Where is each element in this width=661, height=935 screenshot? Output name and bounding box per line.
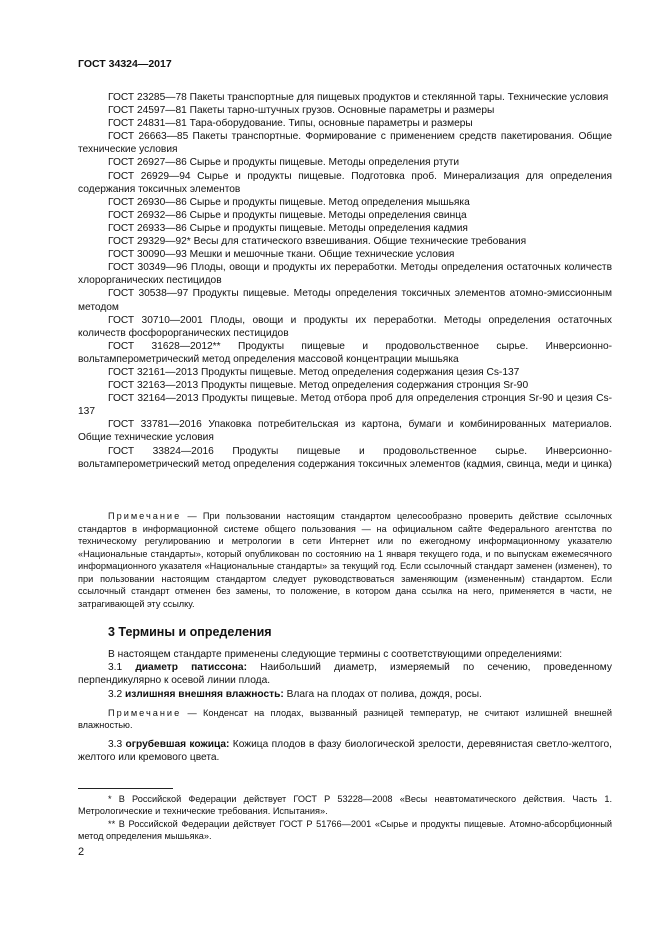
reference-item: ГОСТ 31628—2012** Продукты пищевые и продовольственное сырье. Инверсионно-вольтамперометрический метод определения массовой концентрации мышьяка: [78, 340, 612, 365]
footnotes: [78, 793, 612, 842]
reference-item: ГОСТ 32164—2013 Продукты пищевые. Метод отбора проб для определения стронция Sr-90 и цезия Cs-137: [78, 393, 612, 418]
reference-item: ГОСТ 26932—86 Сырье и продукты пищевые. Методы определения свинца: [108, 209, 467, 221]
term-definition: Наибольший диаметр, измеряемый по сечению, проведенному перпендикулярно к осевой линии плода.: [78, 662, 612, 687]
reference-item: ГОСТ 24831—81 Тара-оборудование. Типы, основные параметры и размеры: [108, 118, 473, 130]
page-number: 2: [78, 846, 85, 858]
section-title: 3 Термины и определения: [108, 625, 272, 639]
term-definition: Влага на плодах от полива, дождя, росы.: [286, 688, 482, 700]
reference-item: ГОСТ 26929—94 Сырье и продукты пищевые. Подготовка проб. Минерализация для определения содержания токсичных элементов: [78, 170, 612, 195]
term-name: огрубевшая кожица:: [125, 738, 230, 750]
reference-item: ГОСТ 24597—81 Пакеты тарно-штучных грузов. Основные параметры и размеры: [108, 105, 495, 117]
reference-item: ГОСТ 26930—86 Сырье и продукты пищевые. Метод определения мышьяка: [108, 196, 470, 208]
reference-item: ГОСТ 29329—92* Весы для статического взвешивания. Общие технические требования: [108, 236, 527, 248]
note-label: Примечание: [108, 511, 182, 521]
reference-item: ГОСТ 32163—2013 Продукты пищевые. Метод определения содержания стронция Sr-90: [108, 380, 529, 392]
reference-item: ГОСТ 26933—86 Сырье и продукты пищевые. Методы определения кадмия: [108, 222, 468, 234]
references-note: Примечание — При пользовании настоящим стандартом целесообразно проверить действие ссылочных стандартов в информационной системе общего пользования — на официальном сайте Федерального агентства по техническому регулированию и метрологии в сети Интернет или по ежегодному информационному указателю «Национальные стандарты», который опубликован по состоянию на 1 января текущего года, и по выпускам ежемесячного информационного указателя «Национальные стандарты» за текущий год. Если ссылочный стандарт заменен (изменен), то при пользовании настоящим стандартом следует руководствоваться заменяющим (измененным) стандартом. Если ссылочный стандарт отменен без замены, то положение, в котором дана ссылка на него, применяется в части, не затрагивающей эту ссылку.: [78, 511, 612, 609]
reference-item: ГОСТ 33781—2016 Упаковка потребительская из картона, бумаги и комбинированных материалов. Общие технические условия: [78, 419, 612, 444]
term-3-3: 3.3 огрубевшая кожица: Кожица плодов в фазу биологической зрелости, деревянистая светло-желтого, желтого или кремового цвета.: [78, 738, 612, 764]
footnote: * В Российской Федерации действует ГОСТ Р 53228—2008 «Весы неавтоматического действия. Часть 1. Метрологические и технические требования. Испытания».: [78, 794, 612, 817]
document-header: ГОСТ 34324—2017: [78, 58, 172, 70]
footnote: ** В Российской Федерации действует ГОСТ Р 51766—2001 «Сырье и продукты пищевые. Атомно-абсорбционный метод определения мышьяка».: [78, 818, 612, 841]
reference-item: ГОСТ 30710—2001 Плоды, овощи и продукты их переработки. Методы определения остаточных количеств фосфорорганических пестицидов: [78, 314, 612, 339]
term-definition: Кожица плодов в фазу биологической зрелости, деревянистая светло-желтого, желтого или кремового цвета.: [78, 738, 612, 764]
term-name: излишняя внешняя влажность:: [125, 688, 284, 700]
footnote-separator: [78, 788, 173, 789]
reference-item: ГОСТ 30349—96 Плоды, овощи и продукты их переработки. Методы определения остаточных количеств хлорорганических пестицидов: [78, 262, 612, 287]
reference-item: ГОСТ 23285—78 Пакеты транспортные для пищевых продуктов и стеклянной тары. Технические условия: [108, 92, 609, 103]
note-text: Конденсат на плодах, вызванный разницей температур, не считают излишней внешней влажностью.: [78, 707, 612, 731]
term-note: Примечание — Конденсат на плодах, вызванный разницей температур, не считают излишней внешней влажностью.: [78, 707, 612, 731]
reference-item: ГОСТ 30090—93 Мешки и мешочные ткани. Общие технические условия: [108, 249, 455, 261]
reference-item: ГОСТ 30538—97 Продукты пищевые. Методы определения токсичных элементов атомно-эмиссионным методом: [78, 288, 612, 313]
section-intro: В настоящем стандарте применены следующие термины с соответствующими определениями:: [108, 649, 563, 660]
term-3-1: 3.1 диаметр патиссона: Наибольший диаметр, измеряемый по сечению, проведенному перпендикулярно к осевой линии плода.: [78, 662, 612, 687]
note-label: Примечание: [108, 707, 182, 718]
normative-references-list: [78, 91, 612, 471]
term-3-2: 3.2 излишняя внешняя влажность: Влага на плодах от полива, дождя, росы.: [108, 688, 482, 700]
reference-item: ГОСТ 26663—85 Пакеты транспортные. Формирование с применением средств пакетирования. Общие технические условия: [78, 131, 612, 156]
reference-item: ГОСТ 33824—2016 Продукты пищевые и продовольственное сырье. Инверсионно-вольтамперометрический метод определения содержания токсичных элементов (кадмия, свинца, меди и цинка): [78, 445, 612, 470]
note-text: При пользовании настоящим стандартом целесообразно проверить действие ссылочных стандартов в информационной системе общего пользования — на официальном сайте Федерального агентства по техническому регулированию и метрологии в сети Интернет или по ежегодному информационному указателю «Национальные стандарты», который опубликован по состоянию на 1 января текущего года, и по выпускам ежемесячного информационного указателя «Национальные стандарты» за текущий год. Если ссылочный стандарт заменен (изменен), то при пользовании настоящим стандартом следует руководствоваться заменяющим (измененным) стандартом. Если ссылочный стандарт отменен без замены, то положение, в котором дана ссылка на него, применяется в части, не затрагивающей эту ссылку.: [78, 511, 612, 609]
section-3: [78, 624, 612, 764]
term-name: диаметр патиссона:: [135, 662, 247, 674]
reference-item: ГОСТ 32161—2013 Продукты пищевые. Метод определения содержания цезия Cs-137: [108, 366, 520, 378]
reference-item: ГОСТ 26927—86 Сырье и продукты пищевые. Методы определения ртути: [108, 157, 460, 169]
